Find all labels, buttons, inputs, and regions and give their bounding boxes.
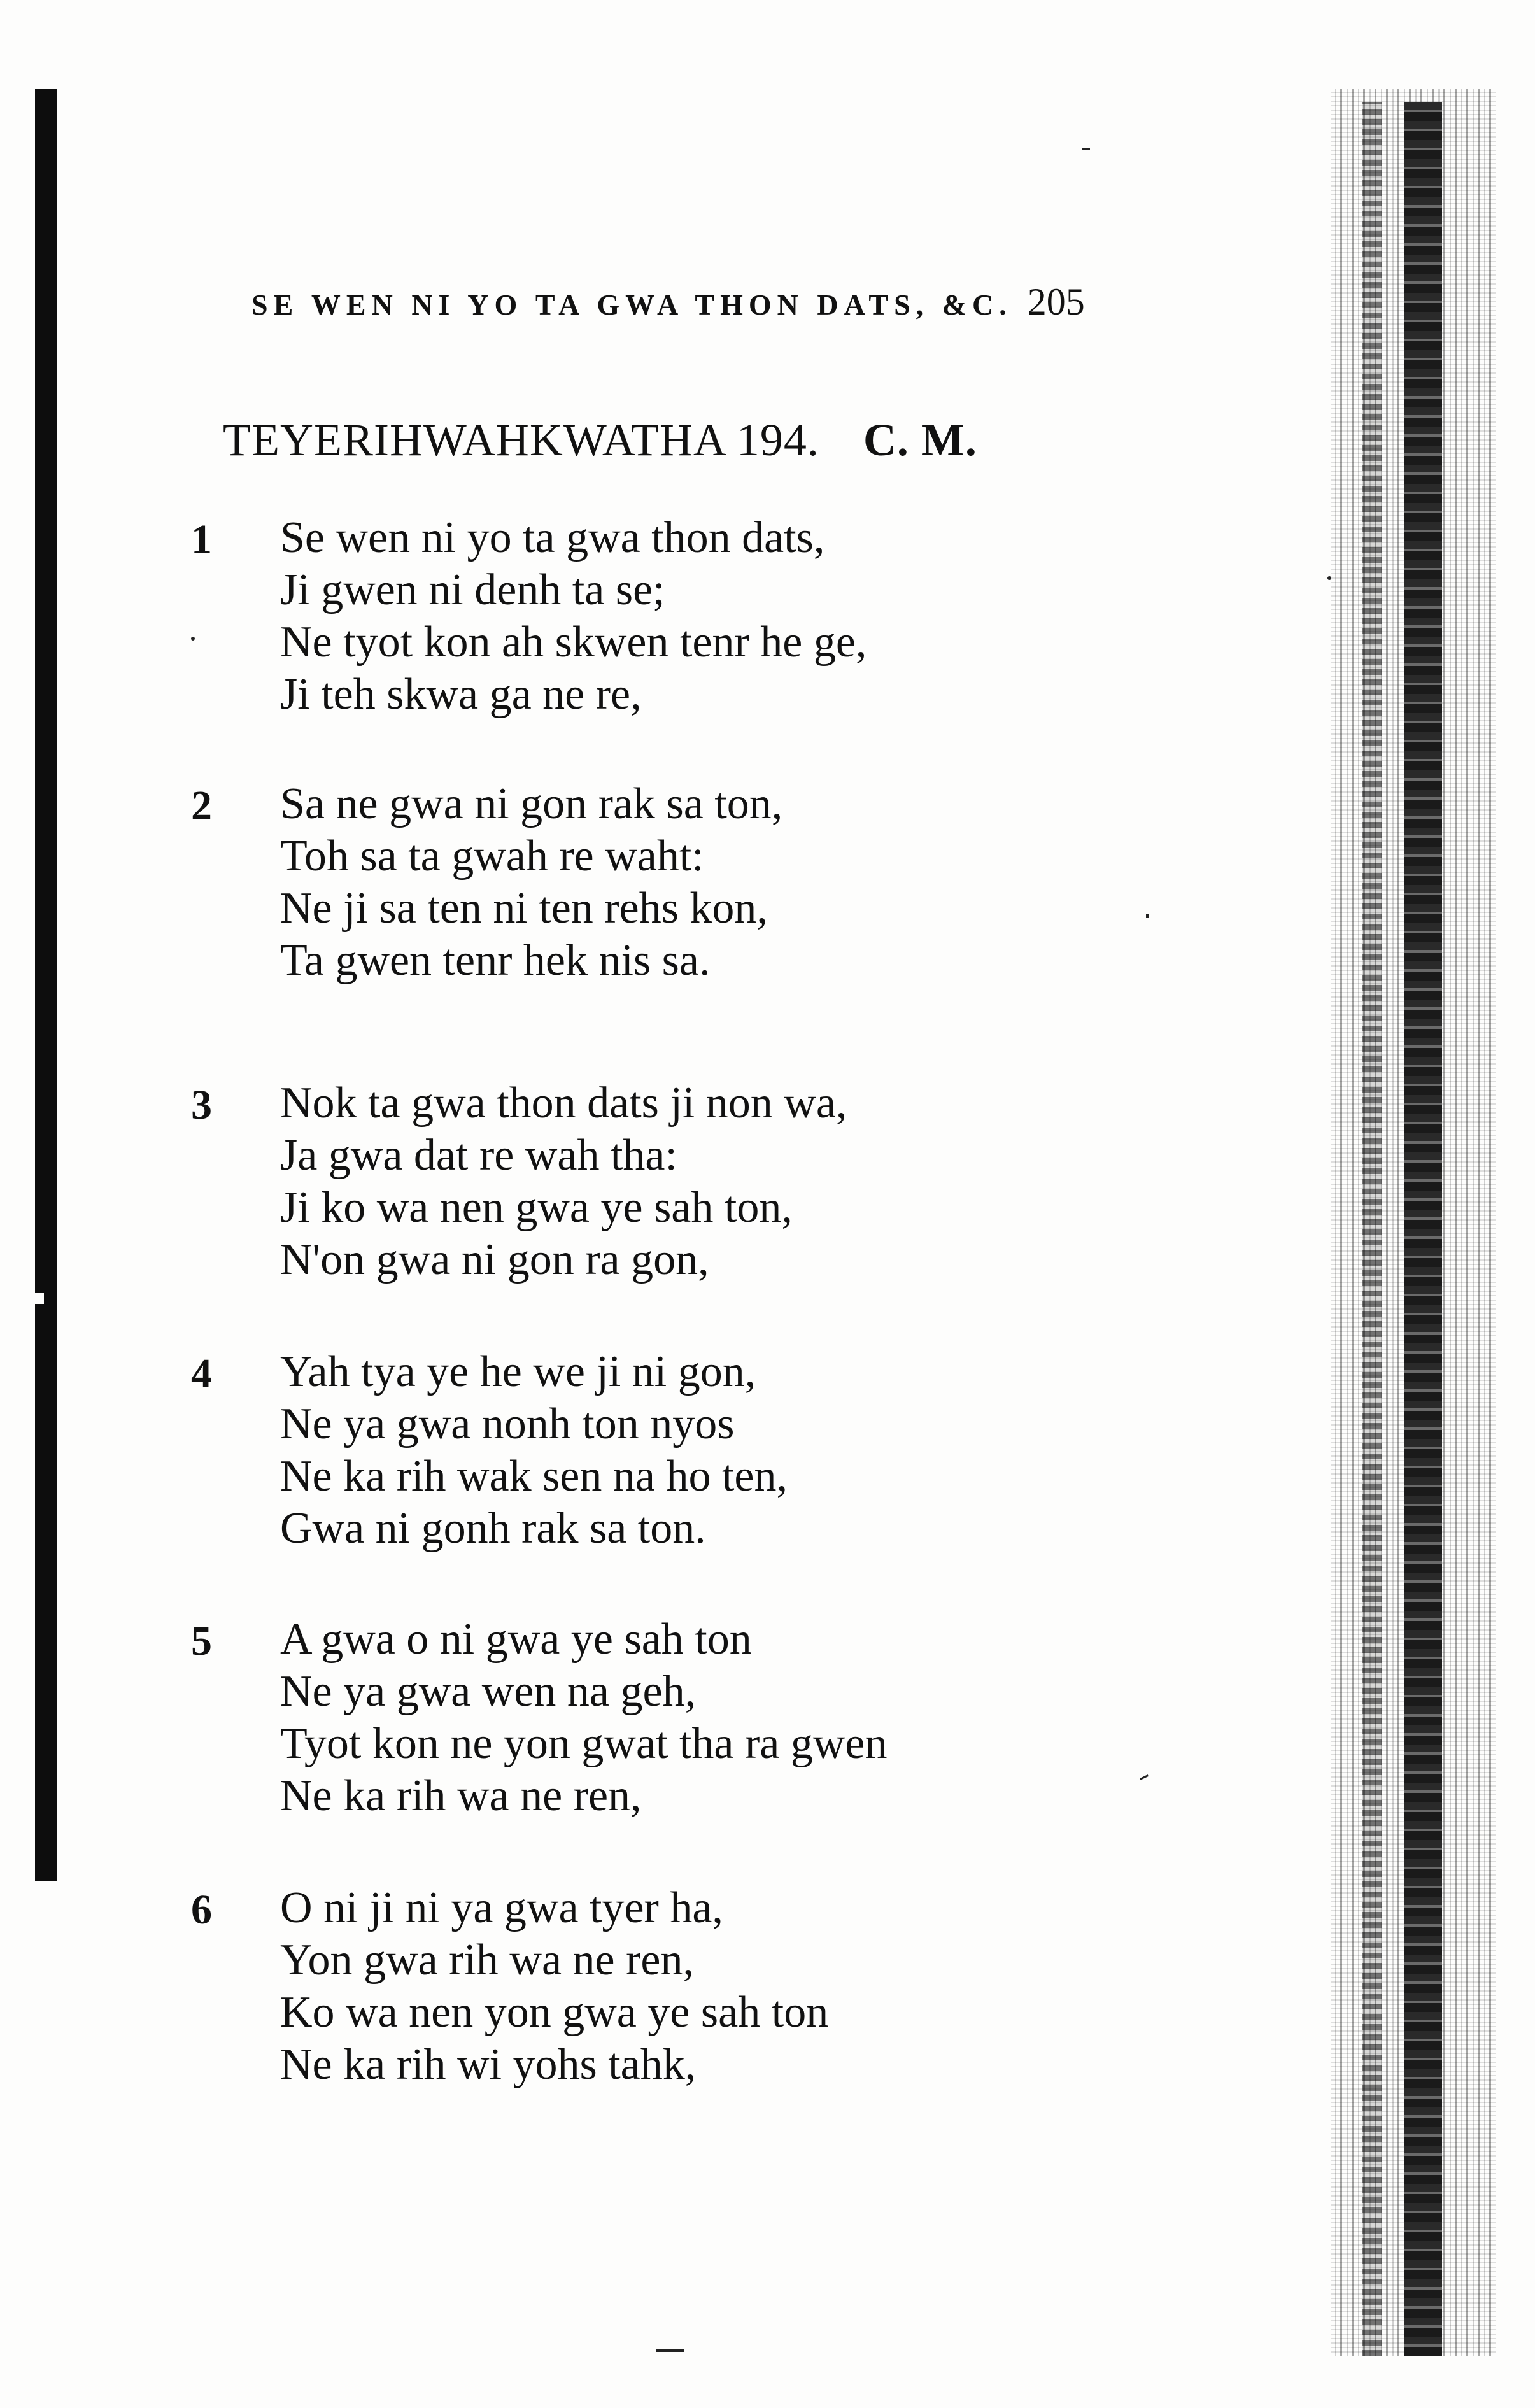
gutter-scan-band-inner bbox=[1362, 102, 1382, 2356]
stray-mark bbox=[191, 637, 195, 641]
stanza-number: 5 bbox=[191, 1618, 212, 1664]
verse-line: Ne ka rih wak sen na ho ten, bbox=[280, 1452, 788, 1501]
hymn-heading bbox=[223, 414, 1178, 467]
verse-line: N'on gwa ni gon ra gon, bbox=[280, 1235, 709, 1284]
verse-line: Sa ne gwa ni gon rak sa ton, bbox=[280, 779, 783, 828]
verse-line: Ne ya gwa wen na geh, bbox=[280, 1667, 697, 1716]
verse-line: Tyot kon ne yon gwat tha ra gwen bbox=[280, 1719, 888, 1768]
hymn-meter: C. M. bbox=[863, 414, 977, 465]
verse-line: Ne ji sa ten ni ten rehs kon, bbox=[280, 884, 768, 933]
stanza-number: 2 bbox=[191, 783, 212, 829]
verse-line: Ji gwen ni denh ta se; bbox=[280, 565, 665, 614]
stanza-number: 6 bbox=[191, 1887, 212, 1933]
verse-line: Yon gwa rih wa ne ren, bbox=[280, 1936, 694, 1985]
verse-line: Ta gwen tenr hek nis sa. bbox=[280, 936, 711, 985]
running-head bbox=[251, 280, 1143, 331]
verse-line: Ji ko wa nen gwa ye sah ton, bbox=[280, 1183, 793, 1232]
stray-mark bbox=[1146, 914, 1149, 918]
stray-mark bbox=[35, 1293, 44, 1304]
verse-line: Ne ya gwa nonh ton nyos bbox=[280, 1399, 735, 1448]
verse-line: Ja gwa dat re wah tha: bbox=[280, 1131, 677, 1180]
verse-line: Ko wa nen yon gwa ye sah ton bbox=[280, 1988, 829, 2037]
stanza-number: 4 bbox=[191, 1350, 212, 1397]
verse-line: O ni ji ni ya gwa tyer ha, bbox=[280, 1883, 723, 1932]
running-head-title: SE WEN NI YO TA GWA THON DATS, &C. bbox=[251, 288, 1012, 321]
verse-line: Gwa ni gonh rak sa ton. bbox=[280, 1504, 706, 1553]
hymn-label: TEYERIHWAHKWATHA 194. bbox=[223, 414, 819, 465]
verse-line: Ne ka rih wi yohs tahk, bbox=[280, 2040, 697, 2089]
stray-mark bbox=[1327, 576, 1331, 580]
stray-mark bbox=[656, 2349, 684, 2352]
gutter-scan-band-outer bbox=[1404, 102, 1442, 2356]
verse-line: Ji teh skwa ga ne re, bbox=[280, 670, 642, 719]
verse-line: Toh sa ta gwah re waht: bbox=[280, 832, 704, 881]
verse-line: Nok ta gwa thon dats ji non wa, bbox=[280, 1079, 847, 1128]
verse-line: Yah tya ye he we ji ni gon, bbox=[280, 1347, 756, 1396]
stanza-number: 3 bbox=[191, 1082, 212, 1128]
verse-line: Ne tyot kon ah skwen tenr he ge, bbox=[280, 618, 867, 667]
stray-mark bbox=[1082, 148, 1090, 150]
binding-shadow bbox=[35, 89, 57, 1881]
page-number: 205 bbox=[1027, 281, 1085, 323]
stray-mark bbox=[1140, 1774, 1149, 1780]
verse-line: A gwa o ni gwa ye sah ton bbox=[280, 1615, 752, 1664]
stanza-number: 1 bbox=[191, 516, 212, 563]
verse-line: Ne ka rih wa ne ren, bbox=[280, 1771, 642, 1820]
verse-line: Se wen ni yo ta gwa thon dats, bbox=[280, 513, 825, 562]
